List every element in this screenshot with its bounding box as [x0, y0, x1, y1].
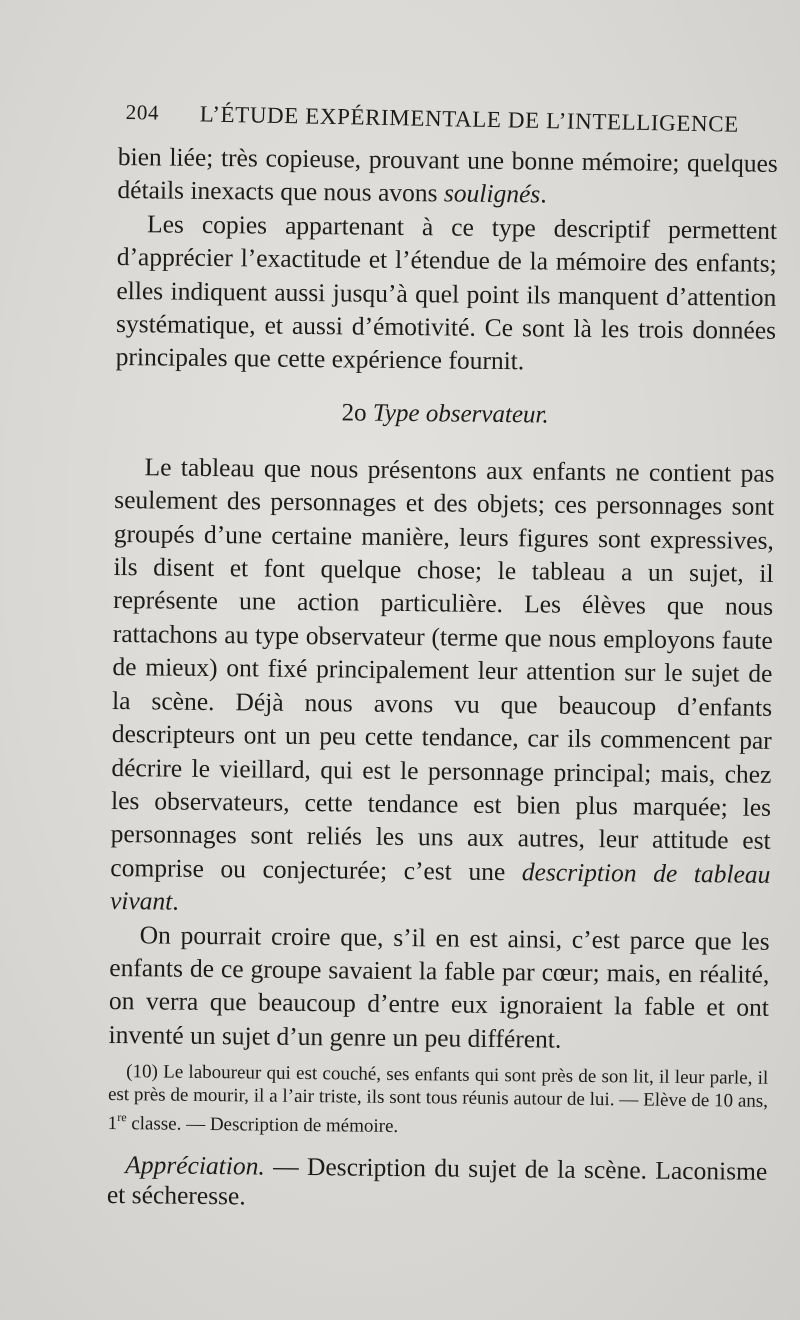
note-text-end: classe. — Description de mémoire.	[126, 1113, 399, 1138]
paragraph-continuation	[117, 140, 778, 214]
appreciation-paragraph	[107, 1150, 768, 1217]
emphasized-text: description de tableau vivant	[109, 856, 771, 916]
note-superscript: re	[117, 1110, 127, 1125]
example-note	[108, 1061, 769, 1143]
running-title: L’ÉTUDE EXPÉRIMENTALE DE L’INTELLIGENCE	[199, 101, 740, 137]
paragraph-fable: On pourrait croire que, s’il en est ainsi, c’est parce que les enfants de ce groupe savaient la fable par cœur; mais, en réalité, on verra que beaucoup d’entre eux ignoraient la fable et ont inventé un sujet d’un genre un peu différent.	[108, 919, 770, 1054]
paragraph-observer-type	[110, 450, 775, 925]
paragraph-descriptive-type: Les copies appartenant à ce type descriptif permettent d’apprécier l’exactitude et l’étendue de la mémoire des enfants; elles indiquent aussi jusqu’à quel point ils manquent d’attention systématique, et aussi d’émotivité. Ce sont là les trois données principales que cette expérience fournit.	[115, 209, 778, 376]
paragraph-text: Le tableau que nous présentons aux enfants ne contient pas seulement des personnages et des objets; ces personnages sont groupés d’une certaine manière, leurs figures sont expressives, ils disent et font quelque chose; le tableau a un sujet, il représente une action particulière. Les élèves que nous rattachons au type observateur (terme que nous employons faute de mieux) ont fixé principalement leur attention sur le sujet de la scène. Déjà nous avons vu que beaucoup d’enfants descripteurs ont un peu cette tendance, car ils commencent par décrire le vieillard, qui est le personnage principal; mais, chez les observateurs, cette tendance est bien plus marquée; les personnages sont reliés les uns aux autres, leur attitude est comprise ou conjecturée; c’est une	[110, 452, 775, 886]
section-heading	[115, 394, 775, 435]
emphasized-text: soulignés	[443, 178, 541, 209]
note-text: (10) Le laboureur qui est couché, ses enfants qui sont près de son lit, il leur parle, il est près de mourir, il a l’air triste, ils sont tous réunis autour de lui. — Elève de 10 ans, 1	[107, 1061, 769, 1135]
section-title: Type observateur.	[372, 399, 549, 429]
paragraph-text-end: .	[172, 886, 179, 916]
section-number: 2o	[341, 399, 367, 427]
appreciation-label: Appréciation.	[125, 1150, 265, 1181]
page-body	[107, 140, 778, 1217]
paragraph-text-end: .	[540, 179, 547, 209]
appreciation-text: — Description du sujet de la scène. Laconisme et sécheresse.	[106, 1151, 768, 1211]
paragraph-text: bien liée; très copieuse, prouvant une bonne mémoire; quelques détails inexacts que nous avons	[117, 141, 778, 208]
page-number: 204	[125, 100, 160, 125]
